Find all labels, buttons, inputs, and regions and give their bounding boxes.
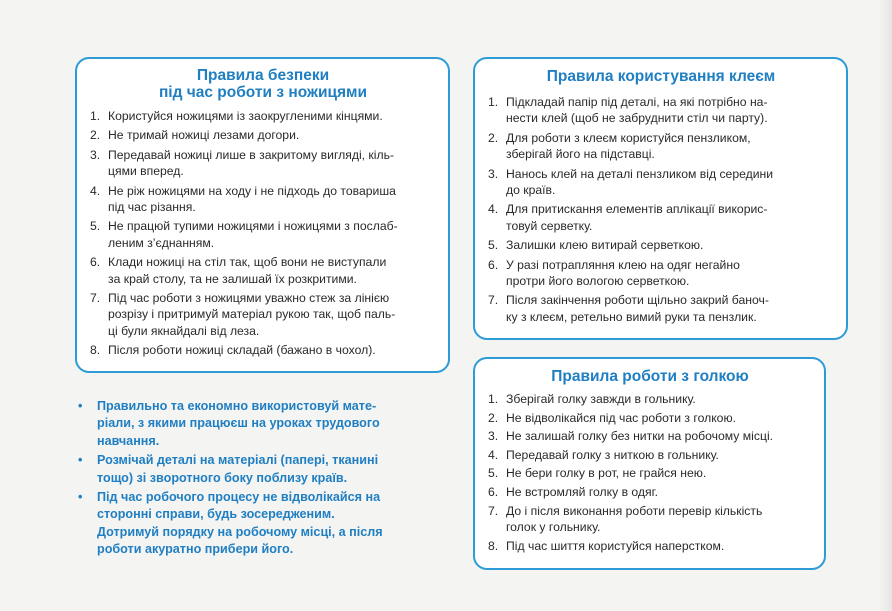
bullet-icon: • [78,490,83,505]
tip-text [97,398,380,450]
list-item-number: 7. [488,293,499,308]
list-item-number: 5. [90,219,101,234]
list-item-text [506,484,812,500]
list-item-number: 5. [488,238,499,253]
list-item-text [506,391,812,407]
list-item [488,201,834,234]
list-item [90,290,436,339]
list-item-number: 6. [488,484,499,499]
list-item-text [506,538,812,554]
list-item-text [108,218,436,251]
general-tips-list [78,398,453,561]
needle-rules-list [488,391,812,554]
list-item-number: 3. [488,166,499,181]
list-item-line: ці були якнайдалі від леза. [108,323,260,338]
tip-line: Розмічай деталі на матеріалі (папері, тканині [97,453,379,468]
list-item-number: 1. [90,109,101,123]
list-item-line: Передавай ножиці лише в закритому вигляді, кіль- [108,147,394,162]
list-item-line: товуй серветку. [506,218,593,233]
scissors-rules-title: Правила безпеки під час роботи з ножицями [158,67,368,101]
tip-line: Дотримуй порядку на робочому місці, а після [97,524,383,539]
list-item-number: 7. [90,291,101,306]
list-item-number: 4. [90,183,101,198]
list-item-number: 7. [488,503,499,518]
list-item [488,257,834,290]
list-item-line: зберігай його на підставці. [506,147,655,162]
tip-line: ріали, з якими працюєш на уроках трудового [97,416,380,431]
list-item-text [506,503,812,536]
list-item-number: 3. [488,429,499,444]
list-item-text [506,237,834,253]
list-item-line: Не тримай ножиці лезами догори. [108,128,300,143]
list-item-number: 6. [488,257,499,272]
list-item-line: леним з’єднанням. [108,235,215,250]
bullet-icon: • [78,399,83,413]
list-item [90,218,436,251]
list-item [488,94,834,127]
list-item-line: під час різання. [108,200,196,215]
list-item-number: 8. [488,538,499,553]
list-item-line: Не ріж ножицями на ходу і не підходь до товариша [108,183,396,198]
list-item [488,447,812,463]
list-item-line: розрізу і притримуй матеріал рукою так, щоб паль- [108,307,396,322]
list-item-line: Після закінчення роботи щільно закрий баноч- [506,293,769,308]
list-item-text [108,108,436,124]
list-item-line: Під час шиття користуйся наперстком. [506,538,725,553]
list-item-line: Залишки клею витирай серветкою. [506,238,704,253]
list-item-number: 1. [488,392,499,406]
list-item [488,428,812,444]
list-item-text [108,147,436,180]
list-item-line: Після роботи ножиці складай (бажано в чохол). [108,343,376,358]
list-item-number: 3. [90,147,101,162]
list-item-line: цями вперед. [108,164,184,179]
list-item-text [506,257,834,290]
list-item-line: Не працюй тупими ножицями і ножицями з послаб- [108,219,398,234]
list-item-line: Не залишай голку без нитки на робочому місці. [506,429,774,444]
list-item-line: Передавай голку з ниткою в гольнику. [506,447,719,462]
list-item-number: 2. [488,410,499,425]
list-item [488,410,812,426]
glue-rules-title: Правила користування клеєм [546,68,776,85]
list-item [488,292,834,325]
list-item-line: Для роботи з клеєм користуйся пензликом, [506,130,751,145]
list-item-text [506,292,834,325]
list-item-text [506,201,834,234]
list-item [90,183,436,216]
list-item-line: Не встромляй голку в одяг. [506,484,658,499]
list-item-line: У разі потрапляння клею на одяг негайно [506,257,740,272]
tip-line: сторонні справи, будь зосередженим. [97,507,335,522]
list-item-text [506,410,812,426]
tip-item [78,398,453,450]
list-item-number: 5. [488,466,499,481]
tip-line: Під час робочого процесу не відволікайся на [97,490,381,505]
list-item [90,108,436,124]
list-item-line: до країв. [506,183,556,198]
glue-rules-box [473,57,848,340]
list-item-text [506,465,812,481]
list-item [488,166,834,199]
list-item-line: Клади ножиці на стіл так, щоб вони не виступали [108,255,387,270]
list-item-line: Користуйся ножицями із заокругленими кінцями. [108,109,383,123]
tip-item [78,489,453,559]
list-item-line: Нанось клей на деталі пензликом від середини [506,166,774,181]
list-item-line: До і після виконання роботи перевір кількість [506,503,763,518]
list-item-line: протри його вологою серветкою. [506,274,690,289]
list-item-text [108,290,436,339]
list-item-number: 4. [488,447,499,462]
list-item-line: нести клей (щоб не забруднити стіл чи парту). [506,111,768,126]
list-item [488,130,834,163]
list-item [488,237,834,253]
bullet-icon: • [78,453,83,468]
list-item [90,147,436,180]
list-item-text [108,342,436,358]
tip-text [97,452,378,487]
list-item [90,254,436,287]
tip-line: навчання. [97,433,160,448]
scissors-rules-list [90,108,436,359]
tip-line: тощо) зі зворотного боку поблизу країв. [97,470,348,485]
list-item-text [506,447,812,463]
tip-item [78,452,453,487]
scissors-rules-box [75,57,450,373]
list-item-number: 4. [488,202,499,217]
list-item-text [506,94,834,127]
list-item [488,484,812,500]
list-item [488,465,812,481]
list-item [90,342,436,358]
glue-rules-list [488,94,834,325]
list-item [488,538,812,554]
list-item-line: Не відволікайся під час роботи з голкою. [506,410,736,425]
list-item [488,503,812,536]
list-item-number: 1. [488,95,499,109]
list-item-text [108,254,436,287]
list-item-line: голок у гольнику. [506,519,601,534]
list-item-line: за край столу, та не залишай їх розкритими. [108,271,357,286]
needle-rules-box [473,357,826,570]
list-item-text [506,428,812,444]
list-item-line: ку з клеєм, ретельно вимий руки та пензлик. [506,309,757,324]
needle-rules-title: Правила роботи з голкою [551,368,749,385]
list-item-number: 6. [90,255,101,270]
tip-text [97,489,383,559]
list-item-text [108,183,436,216]
list-item-text [506,130,834,163]
list-item-line: Для притискання елементів аплікації викорис- [506,202,768,217]
list-item-line: Під час роботи з ножицями уважно стеж за лінією [108,291,390,306]
tip-line: роботи акуратно прибери його. [97,542,294,557]
list-item-text [506,166,834,199]
list-item-line: Підкладай папір під деталі, на які потрібно на- [506,95,768,109]
tip-line: Правильно та економно використовуй мате- [97,399,377,413]
list-item [90,127,436,143]
list-item-number: 2. [488,130,499,145]
list-item-line: Зберігай голку завжди в гольнику. [506,392,696,406]
list-item-line: Не бери голку в рот, не грайся нею. [506,466,707,481]
list-item [488,391,812,407]
list-item-number: 8. [90,343,101,358]
list-item-text [108,127,436,143]
page-edge-shadow [878,0,892,611]
list-item-number: 2. [90,128,101,143]
